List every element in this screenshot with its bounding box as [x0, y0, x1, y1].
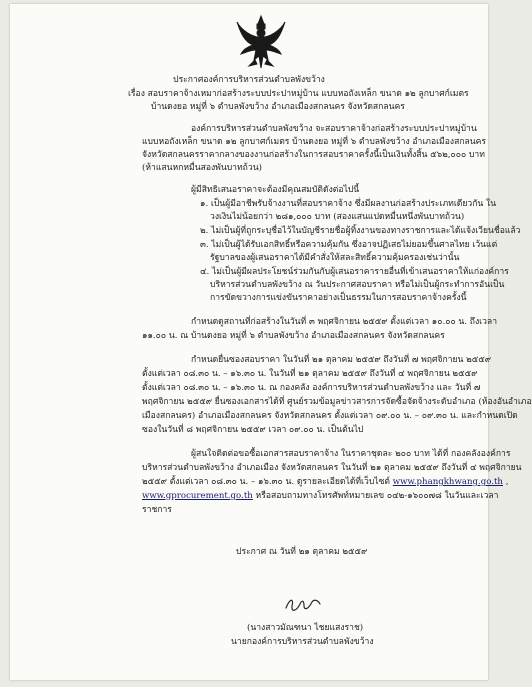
- qualification-line: ๔. ไม่เป็นผู้มีผลประโยชน์ร่วมกันกับผู้เสนอราคารายอื่นที่เข้าเสนอราคาให้แก่องค์การ: [200, 267, 509, 277]
- purchase-line: [142, 478, 508, 487]
- qualification-line: รัฐบาลของผู้เสนอราคาได้มีคำสั่งให้สละสิทธิ์ความคุ้มครองเช่นว่านั้น: [210, 253, 460, 263]
- submission-line: พฤศจิกายน ๒๕๕๙ ยื่นซองเอกสารได้ที่ ศูนย์รวมข้อมูลข่าวสารการจัดซื้อจัดจ้างระดับอำเภอ (ห้องอันอำเภอ: [142, 397, 532, 407]
- qualification-line: ๒. ไม่เป็นผู้ที่ถูกระบุชื่อไว้ในบัญชีรายชื่อผู้ทิ้งงานของทางราชการและได้แจ้งเวียนชื่อแล้ว: [200, 226, 521, 236]
- dated-line: ประกาศ ณ วันที่ ๒๑ ตุลาคม ๒๕๕๙: [236, 547, 368, 557]
- purchase-line: บริหารส่วนตำบลพังขว้าง อำเภอเมือง จังหวัดสกลนคร ในวันที่ ๒๑ ตุลาคม ๒๕๕๙ ถึงวันที่ ๔ พฤศจิกายน: [142, 463, 522, 473]
- intro-line: องค์การบริหารส่วนตำบลพังขว้าง จะสอบราคาจ้างก่อสร้างระบบประปาหมู่บ้าน: [191, 124, 477, 134]
- purchase-text: หรือสอบถามทางโทรศัพท์หมายเลข ๐๔๒-๑๖๐๐๗๘ ในวันและเวลา: [255, 491, 499, 501]
- purchase-line: [142, 492, 499, 501]
- submission-line: ตั้งแต่เวลา ๐๘.๓๐ น. – ๑๖.๓๐ น. ณ กองคลัง องค์การบริหารส่วนตำบลพังขว้าง และ วันที่ ๗: [142, 383, 481, 393]
- qualification-line: บริหารส่วนตำบลพังขว้าง ณ วันประกาศสอบราคา หรือไม่เป็นผู้กระทำการอันเป็น: [210, 280, 505, 290]
- site-visit-line: กำหนดดูสถานที่ก่อสร้างในวันที่ ๓ พฤศจิกายน ๒๕๕๙ ตั้งแต่เวลา ๑๐.๐๐ น. ถึงเวลา: [191, 317, 498, 327]
- purchase-text: ๒๕๕๙ ตั้งแต่เวลา ๐๘.๓๐ น. – ๑๖.๓๐ น. ดูรายละเอียดได้ที่เว็บไซต์: [142, 477, 391, 487]
- submission-line: กำหนดยื่นซองสอบราคา ในวันที่ ๒๑ ตุลาคม ๒๕๕๙ ถึงวันที่ ๗ พฤศจิกายน ๒๕๕๙: [191, 355, 492, 365]
- submission-line: ตั้งแต่เวลา ๐๘.๓๐ น. – ๑๖.๓๐ น. ในวันที่ ๒๑ ตุลาคม ๒๕๕๙ ถึงวันที่ ๔ พฤศจิกายน ๒๕๕๙: [142, 369, 478, 379]
- handwritten-signature: [280, 594, 324, 616]
- subject-line-2: บ้านดงยอ หมู่ที่ ๖ ตำบลพังขว้าง อำเภอเมืองสกลนคร จังหวัดสกลนคร: [151, 102, 405, 112]
- qualification-line: ๑. เป็นผู้มีอาชีพรับจ้างงานที่สอบราคาจ้าง ซึ่งมีผลงานก่อสร้างประเภทเดียวกัน ใน: [200, 199, 497, 209]
- qualification-line: ๓. ไม่เป็นผู้ได้รับเอกสิทธิ์หรือความคุ้มกัน ซึ่งอาจปฏิเสธไม่ยอมขึ้นศาลไทย เว้นแต่: [200, 240, 498, 250]
- signatory-name: (นางสาวมัณฑนา ไชยแสงราช): [247, 623, 364, 633]
- document-page: [10, 4, 532, 680]
- subject-line-1: เรื่อง สอบราคาจ้างเหมาก่อสร้างระบบประปาหมู่บ้าน แบบหอถังเหล็ก ขนาด ๑๒ ลูกบาศก์เมตร: [128, 89, 469, 99]
- signatory-title: นายกองค์การบริหารส่วนตำบลพังขว้าง: [231, 637, 374, 647]
- purchase-line: ผู้สนใจติดต่อขอซื้อเอกสารสอบราคาจ้าง ในราคาชุดละ ๒๐๐ บาท ได้ที่ กองคลังองค์การ: [191, 449, 511, 459]
- qualification-line: การขัดขวางการแข่งขันราคาอย่างเป็นธรรมในการสอบราคาจ้างครั้งนี้: [210, 293, 467, 303]
- website-tail: ,: [502, 477, 509, 487]
- intro-line: (ห้าแสนหกหมื่นสองพันบาทถ้วน): [142, 163, 262, 173]
- purchase-line: ราชการ: [142, 505, 172, 515]
- submission-line: เมืองสกลนคร) อำเภอเมืองสกลนคร จังหวัดสกลนคร ตั้งแต่เวลา ๐๙.๐๐ น. – ๐๙.๓๐ น. และกำหนดเปิด: [142, 411, 518, 421]
- submission-line: ซองในวันที่ ๘ พฤศจิกายน ๒๕๕๙ เวลา ๐๙.๐๐ น. เป็นต้นไป: [142, 425, 364, 435]
- qualification-line: วงเงินไม่น้อยกว่า ๒๘๑,๐๐๐ บาท (สองแสนแปดหมื่นหนึ่งพันบาทถ้วน): [210, 212, 465, 222]
- intro-line: จังหวัดสกลนครราคากลางของงานก่อสร้างในการสอบราคาครั้งนี้เป็นเงินทั้งสิ้น ๕๖๒,๐๐๐ บาท: [142, 150, 485, 160]
- website-link[interactable]: www.phangkhwang.go.th: [392, 477, 503, 487]
- document-title: ประกาศองค์การบริหารส่วนตำบลพังขว้าง: [173, 75, 325, 85]
- intro-line: แบบหอถังเหล็ก ขนาด ๑๒ ลูกบาศก์เมตร บ้านดงยอ หมู่ที่ ๖ ตำบลพังขว้าง อำเภอเมืองสกลนคร: [142, 137, 487, 147]
- garuda-emblem-icon: [235, 14, 287, 70]
- qualifications-heading: ผู้มีสิทธิเสนอราคาจะต้องมีคุณสมบัติดังต่อไปนี้: [191, 185, 360, 195]
- gprocurement-link[interactable]: www.gprocurement.go.th: [142, 491, 253, 501]
- site-visit-line: ๑๑.๐๐ น. ณ บ้านดงยอ หมู่ที่ ๖ ตำบลพังขว้าง อำเภอเมืองสกลนคร จังหวัดสกลนคร: [142, 331, 445, 341]
